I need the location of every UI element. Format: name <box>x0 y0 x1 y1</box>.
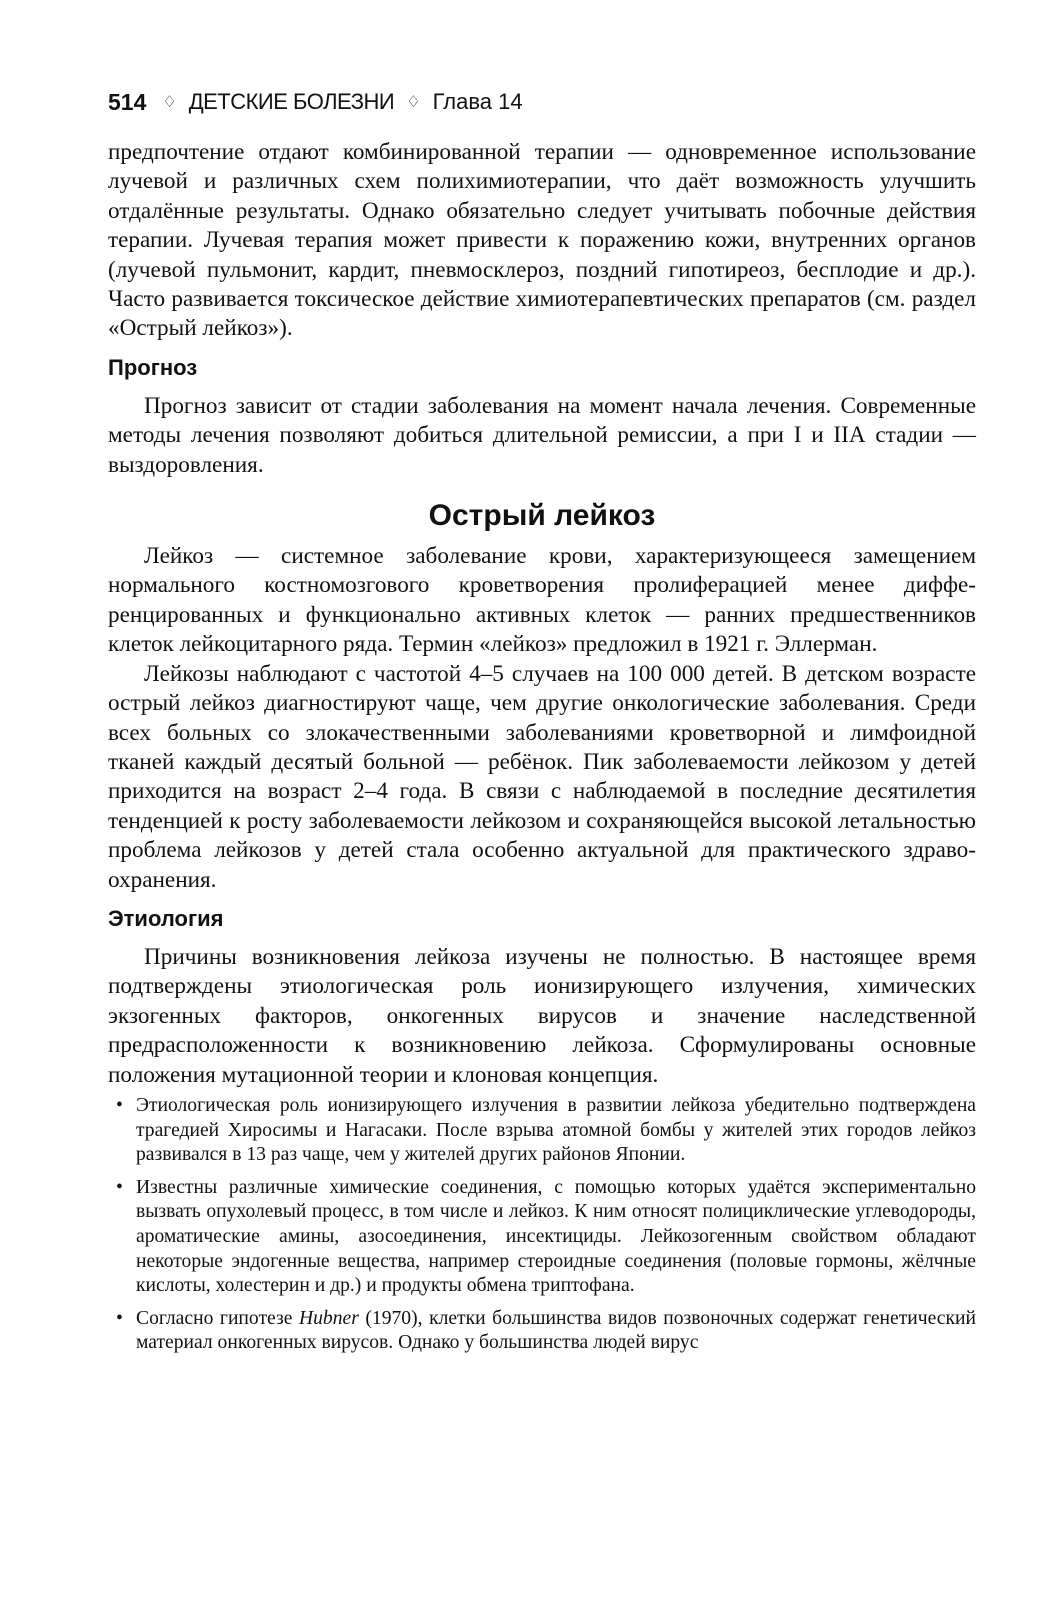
etiology-paragraph: Причины возникновения лейкоза изучены не полностью. В настоящее время подтверждены этиологическая роль ионизирующего излучения, химических экзогенных факторов, онкогенных вирусов и значение наследственной предрасположенности к возникновению лейкоза. Сформулированы основные положения мутационной теории и клоновая концепция. <box>108 943 976 1088</box>
bullet-text: Известны различные химические соединения, с помощью которых удаётся экспериментально вызвать опухолевый процесс, в том числе и лейкоз. К ним относят полициклические углеводороды, ароматические амины, азосоединения, инсектициды. Лейкозогенным свойством обладают некоторые эндогенные вещества, например стероидные соединения (половые гормоны, жёлчные кислоты, холестерин и др.) и продукты обмена триптофана. <box>136 1176 976 1297</box>
prognosis-heading: Прогноз <box>108 354 198 380</box>
diamond-separator-icon: ♢ <box>406 94 421 111</box>
page-number: 514 <box>108 88 147 115</box>
running-head <box>108 82 976 122</box>
bullet-text-start: Согласно гипотезе <box>136 1307 299 1329</box>
leukemia-frequency-paragraph: Лейкозы наблюдают с частотой 4–5 случаев на 100 000 детей. В детском возрасте острый лейкоз диагностируют чаще, чем другие онкологические заболевания. Среди всех больных со злокачественными заболеваниями кроветворной и лимфоидной тканей каждый десятый больной — ребёнок. Пик заболеваемости лейкозом у детей приходится на возраст 2–4 года. В связи с наблюдаемой в последние десятилетия тенденцией к росту заболеваемости лейкозом и сохраняющейся высокой летальностью проблема лейкозов у детей стала особенно актуальной для практического здравоохранения. <box>108 660 976 893</box>
book-page <box>108 82 976 1364</box>
bullet-icon: • <box>116 1307 123 1329</box>
prognosis-paragraph: Прогноз зависит от стадии заболевания на момент начала лечения. Современные методы лечения позволяют добиться длительной ремиссии, а при I и IIА стадии — выздоровления. <box>108 392 976 478</box>
author-name: Hubner <box>298 1307 359 1329</box>
bullet-icon: • <box>116 1176 123 1198</box>
book-title: ДЕТСКИЕ БОЛЕЗНИ <box>188 89 395 114</box>
list-item <box>108 1307 976 1356</box>
chapter-label: Глава 14 <box>432 89 523 114</box>
bullet-icon: • <box>116 1094 123 1116</box>
bullet-text: Этиологическая роль ионизирующего излучения в развитии лейкоза убедительно подтверждена трагедией Хиросимы и Нагасаки. После взрыва атомной бомбы у жителей этих городов лейкоз развивался в 13 раз чаще, чем у жителей других районов Японии. <box>136 1094 976 1166</box>
intro-paragraph: предпочтение отдают комбинированной терапии — одновременное использование лучевой и различных схем полихимиотерапии, что даёт возможность улучшить отдалённые результаты. Однако обязательно следует учитывать побочные действия терапии. Лучевая терапия может привести к поражению кожи, внутренних органов (лучевой пульмонит, кардит, пневмосклероз, поздний гипотиреоз, бесплодие и др.). Часто развивается токсическое действие химиотерапевтических препаратов (см. раздел «Острый лейкоз»). <box>108 139 976 342</box>
list-item <box>108 1176 976 1299</box>
section-title: Острый лейкоз <box>428 499 656 533</box>
list-item <box>108 1094 976 1168</box>
diamond-separator-icon: ♢ <box>162 94 177 111</box>
etiology-bullet-list <box>108 1094 976 1356</box>
bullet-text-end: (1970), клетки большинства видов позвоночных содержат генетический материал онкогенных вирусов. Однако у большинства людей вирус <box>136 1307 976 1354</box>
leukemia-definition-paragraph: Лейкоз — системное заболевание крови, характеризующееся замещением нормального костномозгового кроветворения пролиферацией менее дифференцированных и функционально активных клеток — ранних предшественников клеток лейкоцитарного ряда. Термин «лейкоз» предложил в 1921 г. Эллерман. <box>108 543 976 658</box>
etiology-heading: Этиология <box>108 905 224 931</box>
